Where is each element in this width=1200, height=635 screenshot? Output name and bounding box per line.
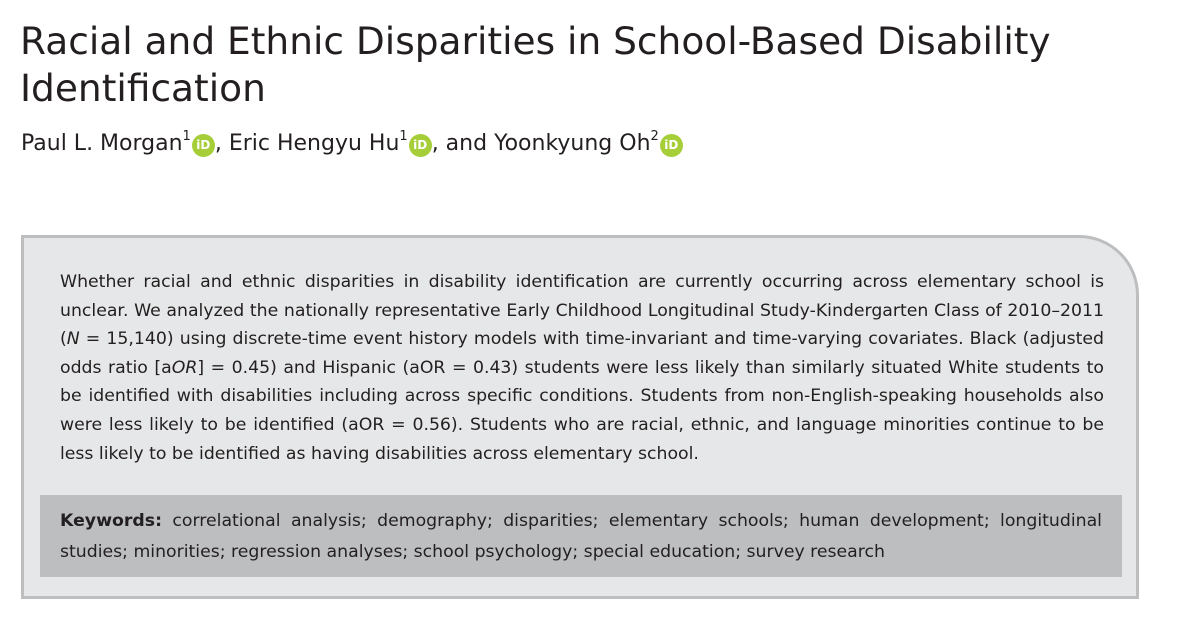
author-separator: , and xyxy=(431,131,495,156)
abstract-part: Whether racial and ethnic disparities in disability identification are currently occurring across elementary school is unclear. We analyzed the nationally representative Early Childhood Longitudinal Study-Kindergarten Class of 2010–2011 ( xyxy=(60,272,1104,350)
keywords-text: correlational analysis; demography; disparities; elementary schools; human development; longitudinal studies; minorities; regression analyses; school psychology; special education; survey research xyxy=(60,511,1102,562)
orcid-icon[interactable]: iD xyxy=(409,134,432,157)
abstract-part: ] = 0.45) and Hispanic (aOR = 0.43) students were less likely than similarly situated White students to be identified with disabilities including across specific conditions. Students from non-English-speaking households also were less likely to be identified (aOR = 0.56). Students who are racial, ethnic, and language minorities continue to be less likely to be identified as having disabilities across elementary school. xyxy=(60,357,1104,464)
author-name: Yoonkyung Oh xyxy=(494,131,651,156)
abstract-box xyxy=(21,235,1139,599)
keywords-section xyxy=(40,495,1122,577)
author-list xyxy=(21,129,683,159)
author-affiliation: 2 xyxy=(650,128,659,144)
author-separator: , xyxy=(214,131,229,156)
author-affiliation: 1 xyxy=(182,128,191,144)
n-symbol: N xyxy=(66,329,80,350)
abstract-text xyxy=(60,268,1104,468)
author-name: Paul L. Morgan xyxy=(21,131,183,156)
author-name: Eric Hengyu Hu xyxy=(228,131,400,156)
or-symbol: OR xyxy=(171,357,198,378)
author-affiliation: 1 xyxy=(399,128,408,144)
orcid-icon[interactable]: iD xyxy=(192,134,215,157)
orcid-icon[interactable]: iD xyxy=(660,134,683,157)
article-title: Racial and Ethnic Disparities in School-Based Disability Identification xyxy=(20,19,1051,110)
keywords-label: Keywords: xyxy=(60,511,162,531)
abstract-part: = 15,140) using discrete-time event history models with time-invariant and time-varying covariates. Black (adjusted odds ratio [a xyxy=(60,329,1104,378)
